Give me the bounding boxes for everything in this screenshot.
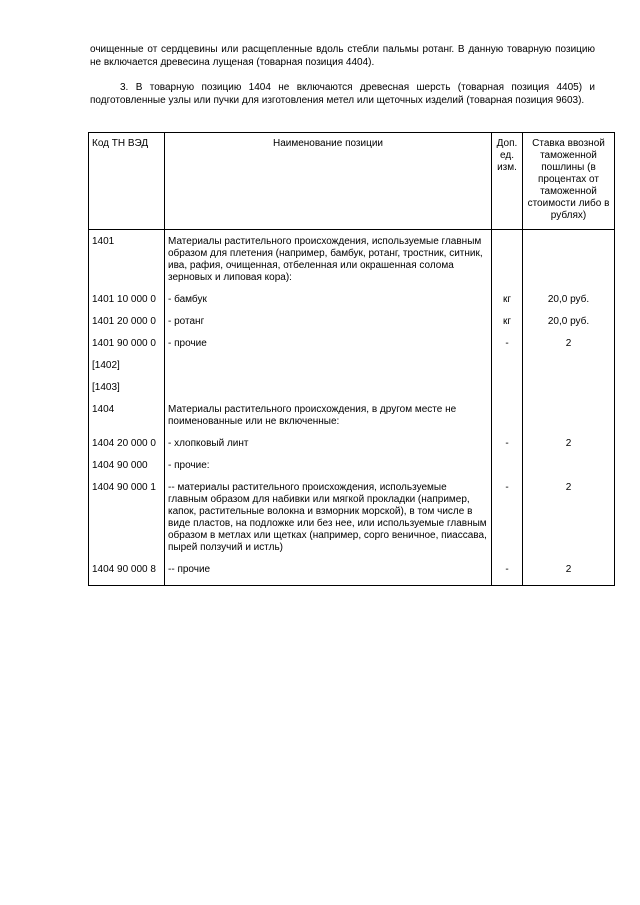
table-row (89, 333, 615, 355)
cell-name: -- прочие (165, 559, 492, 586)
header-rate: Ставка ввозной таможенной пошлины (в процентах от таможенной стоимости либо в рублях) (523, 133, 615, 230)
cell-rate (523, 377, 615, 399)
cell-name: - прочие (165, 333, 492, 355)
cell-code: 1404 20 000 0 (89, 433, 165, 455)
cell-rate: 2 (523, 333, 615, 355)
cell-unit (492, 455, 523, 477)
table-row (89, 311, 615, 333)
cell-code: [1403] (89, 377, 165, 399)
cell-name: -- материалы растительного происхождения, используемые главным образом для набивки или мягкой прокладки (например, капок, растительные волокна и взморник морской), в том числе в виде пластов, на подложке или без нее, или используемые главным образом в метлах или щетках (например, сорго веничное, пиассава, пырей ползучий и истль) (165, 477, 492, 559)
cell-unit: кг (492, 311, 523, 333)
cell-unit: - (492, 559, 523, 586)
cell-name (165, 377, 492, 399)
table-row (89, 355, 615, 377)
cell-unit (492, 230, 523, 290)
cell-unit: - (492, 433, 523, 455)
header-unit: Доп. ед. изм. (492, 133, 523, 230)
cell-rate (523, 230, 615, 290)
cell-unit: - (492, 477, 523, 559)
cell-name: Материалы растительного происхождения, в другом месте не поименованные или не включенные: (165, 399, 492, 433)
cell-name (165, 355, 492, 377)
cell-rate: 2 (523, 433, 615, 455)
cell-rate: 20,0 руб. (523, 289, 615, 311)
cell-name: - бамбук (165, 289, 492, 311)
table-row (89, 399, 615, 433)
cell-code: 1404 90 000 (89, 455, 165, 477)
cell-code: 1404 90 000 1 (89, 477, 165, 559)
tariff-table (88, 132, 615, 586)
table-row (89, 477, 615, 559)
paragraph-note-3: 3. В товарную позицию 1404 не включаются древесная шерсть (товарная позиция 4405) и подготовленные узлы или пучки для изготовления метел или щеточных изделий (товарная позиция 9603). (90, 82, 595, 106)
header-code: Код ТН ВЭД (89, 133, 165, 230)
table-row (89, 377, 615, 399)
cell-name: - прочие: (165, 455, 492, 477)
table-row (89, 559, 615, 586)
cell-unit (492, 377, 523, 399)
cell-unit: - (492, 333, 523, 355)
table-row (89, 230, 615, 290)
cell-rate (523, 355, 615, 377)
cell-code: 1401 90 000 0 (89, 333, 165, 355)
table-row (89, 289, 615, 311)
cell-code: 1404 90 000 8 (89, 559, 165, 586)
table-header-row (89, 133, 615, 230)
cell-rate (523, 399, 615, 433)
paragraph-continuation: очищенные от сердцевины или расщепленные вдоль стебли пальмы ротанг. В данную товарную позицию не включается древесина лущеная (товарная позиция 4404). (90, 44, 595, 68)
header-name: Наименование позиции (165, 133, 492, 230)
table-row (89, 433, 615, 455)
cell-unit (492, 355, 523, 377)
cell-name: Материалы растительного происхождения, используемые главным образом для плетения (например, бамбук, ротанг, тростник, ситник, ива, рафия, очищенная, отбеленная или окрашенная солома зерновых и липовая кора): (165, 230, 492, 290)
cell-name: - ротанг (165, 311, 492, 333)
cell-name: - хлопковый линт (165, 433, 492, 455)
cell-rate: 2 (523, 477, 615, 559)
cell-code: [1402] (89, 355, 165, 377)
cell-rate (523, 455, 615, 477)
cell-unit (492, 399, 523, 433)
cell-unit: кг (492, 289, 523, 311)
cell-code: 1404 (89, 399, 165, 433)
table-row (89, 455, 615, 477)
cell-code: 1401 10 000 0 (89, 289, 165, 311)
cell-code: 1401 (89, 230, 165, 290)
cell-code: 1401 20 000 0 (89, 311, 165, 333)
cell-rate: 20,0 руб. (523, 311, 615, 333)
cell-rate: 2 (523, 559, 615, 586)
